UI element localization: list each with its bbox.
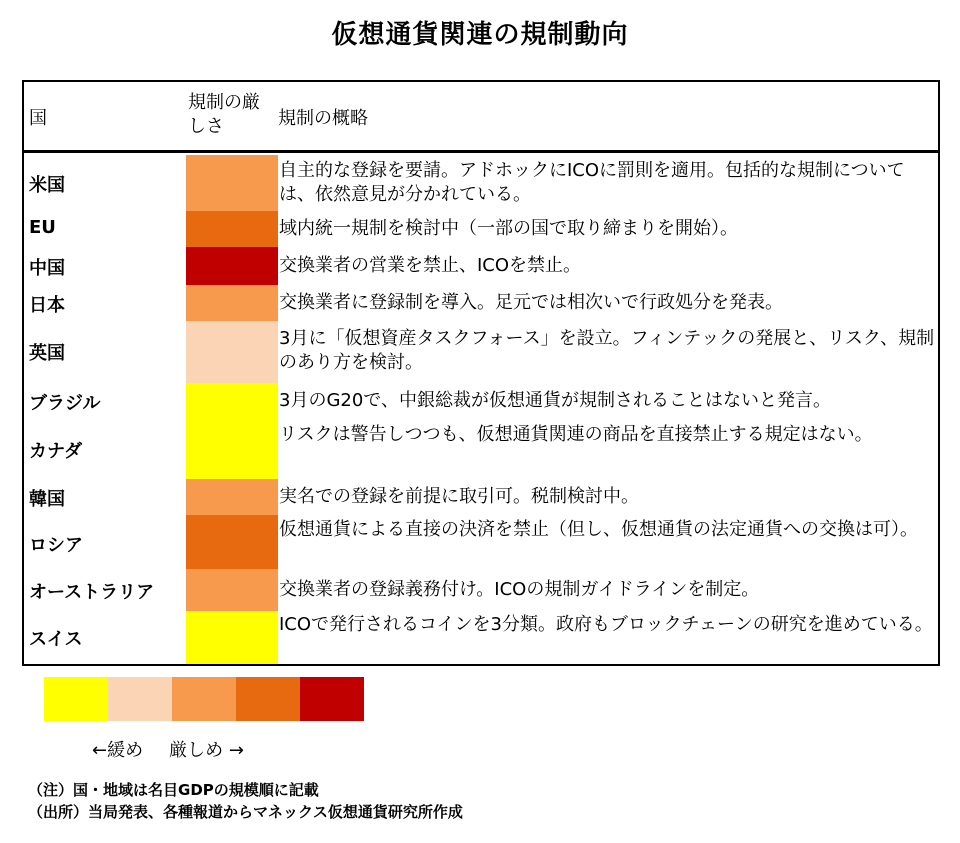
legend-level-2 — [108, 677, 172, 721]
strictness-legend — [44, 677, 364, 721]
strictness-swatch — [186, 515, 278, 569]
table-row — [24, 515, 938, 569]
page-title: 仮想通貨関連の規制動向 — [331, 20, 629, 50]
table-row — [24, 155, 938, 211]
strictness-swatch — [186, 419, 278, 479]
strictness-swatch — [186, 211, 278, 247]
summary-cell: 交換業者に登録制を導入。足元では相次いで行政処分を発表。 — [279, 292, 783, 313]
summary-cell: 交換業者の登録義務付け。ICOの規制ガイドラインを制定。 — [279, 579, 760, 600]
strictness-swatch — [186, 383, 278, 419]
header-summary: 規制の概略 — [278, 108, 368, 129]
summary-cell: 域内統一規制を検討中（一部の国で取り締まりを開始）。 — [279, 218, 738, 239]
legend-level-3 — [172, 677, 236, 721]
table-row — [24, 285, 938, 321]
country-cell: 英国 — [29, 343, 65, 364]
table-row — [24, 321, 938, 383]
country-cell: 中国 — [29, 258, 65, 279]
table-row — [24, 211, 938, 247]
summary-cell: 自主的な登録を要請。アドホックにICOに罰則を適用。包括的な規制については、依然意見が分かれている。 — [279, 160, 905, 205]
summary-cell: 仮想通貨による直接の決済を禁止（但し、仮想通貨の法定通貨への交換は可）。 — [279, 519, 918, 540]
country-cell: 日本 — [29, 295, 65, 316]
legend-level-1 — [44, 677, 108, 721]
country-cell: 韓国 — [29, 489, 65, 510]
strictness-swatch — [186, 285, 278, 321]
legend-level-5 — [300, 677, 364, 721]
summary-cell: 実名での登録を前提に取引可。税制検討中。 — [279, 486, 639, 507]
table-row — [24, 569, 938, 611]
summary-cell: 3月に「仮想資産タスクフォース」を設立。フィンテックの発展と、リスク、規制のあり方を検討。 — [279, 328, 935, 373]
source-text: （出所）当局発表、各種報道からマネックス仮想通貨研究所作成 — [28, 803, 463, 821]
footnotes — [28, 779, 463, 823]
header-country: 国 — [29, 108, 47, 129]
summary-cell: 3月のG20で、中銀総裁が仮想通貨が規制されることはないと発言。 — [279, 390, 831, 411]
summary-cell: リスクは警告しつつも、仮想通貨関連の商品を直接禁止する規定はない。 — [279, 424, 873, 445]
country-cell: スイス — [29, 629, 83, 650]
strictness-swatch — [186, 569, 278, 611]
country-cell: 米国 — [29, 175, 65, 196]
table-row — [24, 383, 938, 419]
country-cell: カナダ — [29, 441, 83, 462]
strictness-swatch — [186, 247, 278, 285]
strictness-swatch — [186, 611, 278, 664]
country-cell: ロシア — [29, 535, 83, 556]
header-divider — [24, 152, 938, 153]
country-cell: オーストラリア — [29, 582, 155, 603]
legend-loose-label: ←緩め — [92, 740, 144, 761]
summary-cell: 交換業者の営業を禁止、ICOを禁止。 — [279, 255, 582, 276]
strictness-swatch — [186, 479, 278, 515]
table-row — [24, 247, 938, 285]
header-strictness: 規制の厳しさ — [188, 92, 260, 137]
strictness-swatch — [186, 321, 278, 383]
legend-strict-label: 厳しめ → — [169, 740, 244, 761]
strictness-swatch — [186, 155, 278, 211]
country-cell: EU — [29, 217, 56, 238]
summary-cell: ICOで発行されるコインを3分類。政府もブロックチェーンの研究を進めている。 — [279, 614, 933, 635]
country-cell: ブラジル — [29, 393, 101, 414]
legend-level-4 — [236, 677, 300, 721]
regulation-table — [22, 80, 940, 666]
table-row — [24, 419, 938, 479]
legend-caption — [92, 736, 270, 762]
note-text: （注）国・地域は名目GDPの規模順に記載 — [28, 781, 319, 799]
table-row — [24, 611, 938, 664]
table-row — [24, 479, 938, 515]
table-header — [24, 82, 938, 152]
